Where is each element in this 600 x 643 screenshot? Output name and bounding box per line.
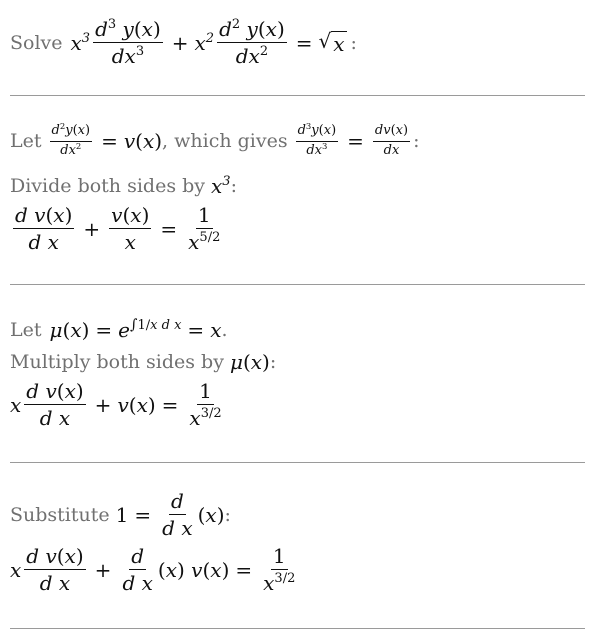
solve-label: Solve	[10, 31, 63, 54]
exp-integral: $e^{\int 1/x d x}$	[118, 317, 182, 342]
divider-3	[10, 462, 585, 463]
step3-integrating-factor: Let μ(x) = $e^{\int 1/x d x}$ = x .	[10, 317, 228, 342]
dv-dx-fraction-3: $\frac{\text{d v(x)}}{\text{d x}}$	[26, 544, 84, 595]
divider-1	[10, 95, 585, 96]
dv-dx-fraction: $\frac{dv(x)}{dx}$	[374, 123, 409, 158]
d2y-dx2-fraction: $\frac{d^2y(x)}{dx^2}$	[51, 120, 91, 158]
sqrt-x: √ x	[318, 29, 345, 56]
one-over-x52-fraction: $\frac{1}{x^{5/2}}$	[188, 203, 221, 254]
math-x3: $x^3$	[70, 30, 91, 55]
step4-result-equation: x $\frac{\text{d v(x)}}{\text{d x}}$ + $\frac{d}{\text{d x}}$ (x) v(x) = $\frac{1}{x^{3/2}}$	[10, 544, 296, 595]
divide-text: Divide both sides by	[10, 175, 206, 197]
second-derivative-fraction: $\frac{d^2 y(x)}{dx^2}$	[219, 17, 285, 68]
third-derivative-fraction: $\frac{d^3 y(x)}{dx^3}$	[95, 17, 161, 68]
let-label-2: Let	[10, 319, 42, 341]
step4-substitute: Substitute 1 = $\frac{d}{\text{d x}}$ (x) :	[10, 489, 231, 540]
step2-substitution: Let $\frac{d^2y(x)}{dx^2}$ = v(x) , which gives $\frac{d^3y(x)}{dx^3}$ = $\frac{dv(x)}{dx}$ :	[10, 120, 420, 158]
step2-result-equation: $\frac{\text{d v(x)}}{\text{d x}}$ + $\frac{v(x)}{x}$ = $\frac{1}{x^{5/2}}$	[15, 203, 221, 254]
v-over-x-fraction: $\frac{v(x)}{x}$	[111, 203, 150, 254]
dv-dx-fraction-2: $\frac{\text{d v(x)}}{\text{d x}}$	[26, 379, 84, 430]
divider-2	[10, 284, 585, 285]
substitute-text: Substitute	[10, 503, 110, 526]
step2-divide: Divide both sides by $x^3$ :	[10, 174, 237, 198]
math-x2: $x^2$	[194, 30, 215, 55]
dv-dx-fraction-large: $\frac{\text{d v(x)}}{\text{d x}}$	[15, 203, 73, 254]
multiply-text: Multiply both sides by	[10, 351, 224, 373]
let-label: Let	[10, 130, 42, 153]
one-over-x32-fraction: $\frac{1}{x^{3/2}}$	[189, 379, 222, 430]
d-dx-operator: $\frac{d}{\text{d x}}$	[162, 489, 193, 540]
math-v-of-x: v(x)	[123, 129, 163, 154]
step3-result-equation: x $\frac{\text{d v(x)}}{\text{d x}}$ + v(x) = $\frac{1}{x^{3/2}}$	[10, 379, 222, 430]
divider-4	[10, 628, 585, 629]
one-over-x32-fraction-2: $\frac{1}{x^{3/2}}$	[263, 544, 296, 595]
step3-multiply: Multiply both sides by μ(x) :	[10, 350, 277, 374]
d-dx-operator-2: $\frac{d}{\text{d x}}$	[122, 544, 153, 595]
step1-equation: Solve $x^3$ $\frac{d^3 y(x)}{dx^3}$ + $x^2$ $\frac{d^2 y(x)}{dx^2}$ = √ x :	[10, 17, 357, 68]
d3y-dx3-fraction: $\frac{d^3y(x)}{dx^3}$	[297, 120, 337, 158]
